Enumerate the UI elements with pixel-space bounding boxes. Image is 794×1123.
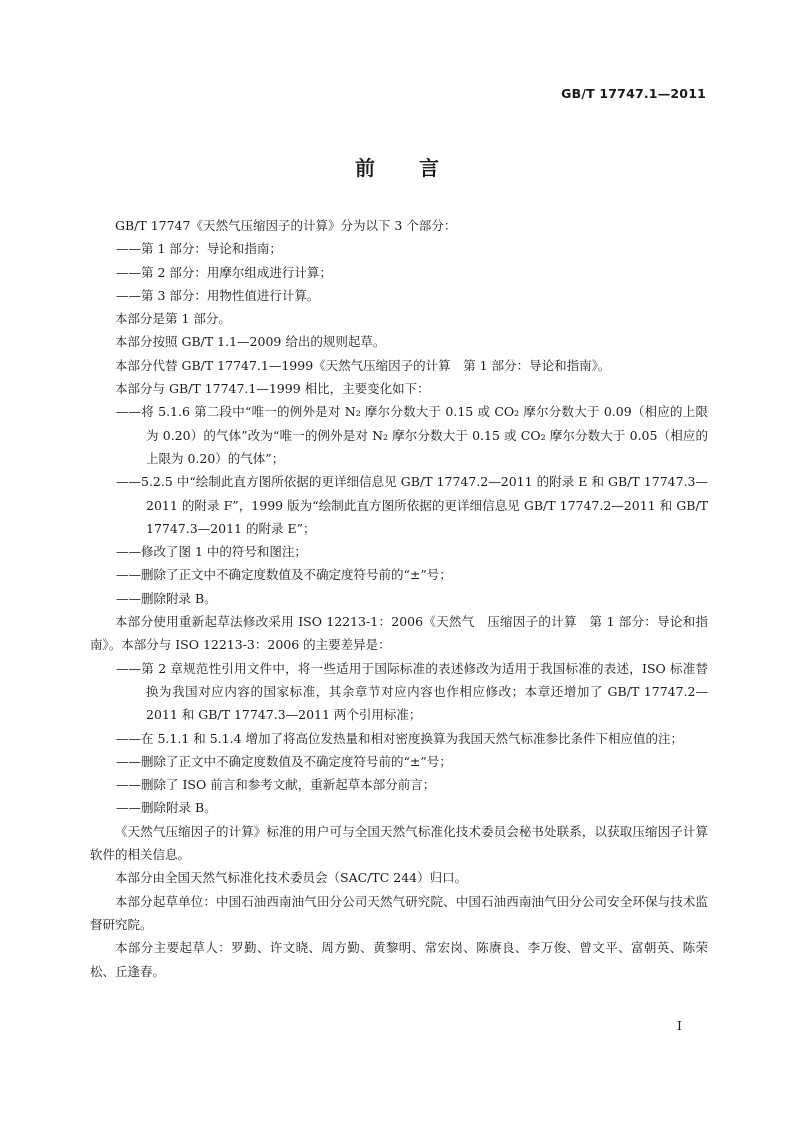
paragraph: 本部分按照 GB/T 1.1—2009 给出的规则起草。 <box>115 334 386 350</box>
paragraph: 本部分由全国天然气标准化技术委员会（SAC/TC 244）归口。 <box>115 870 468 886</box>
list-item: ——第 3 部分：用物性值进行计算。 <box>116 287 320 303</box>
list-item: ——删除附录 B。 <box>116 800 217 816</box>
paragraph: 本部分代替 GB/T 17747.1—1999《天然气压缩因子的计算 第 1 部分：导论和指南》。 <box>115 357 611 373</box>
list-item: ——将 5.1.6 第二段中“唯一的例外是对 N₂ 摩尔分数大于 0.15 或 CO₂ 摩尔分数大于 0.09（相应的上限为 0.20）的气体”改为“唯一的例外是对 N₂ 摩尔分数大于 0.15 或 CO₂ 摩尔分数大于 0.05（相应的上限为 0.20）的气体”； <box>116 404 708 466</box>
list-item: ——删除附录 B。 <box>116 590 217 606</box>
paragraph: GB/T 17747《天然气压缩因子的计算》分为以下 3 个部分： <box>115 218 457 233</box>
paragraph: 本部分主要起草人：罗勤、许文晓、周方勤、黄黎明、常宏岗、陈赓良、李万俊、曾文平、富朝英、陈荣松、丘逢春。 <box>90 940 708 979</box>
page-number: I <box>677 1018 682 1033</box>
list-item: ——修改了图 1 中的符号和图注； <box>116 544 307 560</box>
list-item: ——第 2 部分：用摩尔组成进行计算； <box>116 264 332 280</box>
list-item: ——删除了正文中不确定度数值及不确定度符号前的“±”号； <box>116 753 452 769</box>
page-title: 前言 <box>355 156 483 180</box>
list-item: ——在 5.1.1 和 5.1.4 增加了将高位发热量和相对密度换算为我国天然气标准参比条件下相应值的注； <box>116 730 684 746</box>
paragraph: 本部分起草单位：中国石油西南油气田分公司天然气研究院、中国石油西南油气田分公司安全环保与技术监督研究院。 <box>90 893 708 932</box>
list-item: ——5.2.5 中“绘制此直方图所依据的更详细信息见 GB/T 17747.2—2011 的附录 E 和 GB/T 17747.3—2011 的附录 F”，1999 版为“绘制此直方图所依据的更详细信息见 GB/T 17747.2—2011 和 GB/T 17747.3—2011 的附录 E”； <box>116 474 708 536</box>
standard-code: GB/T 17747.1—2011 <box>561 86 706 101</box>
paragraph: 《天然气压缩因子的计算》标准的用户可与全国天然气标准化技术委员会秘书处联系，以获取压缩因子计算软件的相关信息。 <box>90 823 708 863</box>
list-item: ——删除了正文中不确定度数值及不确定度符号前的“±”号； <box>116 567 452 583</box>
paragraph: 本部分与 GB/T 17747.1—1999 相比，主要变化如下： <box>115 381 430 397</box>
foreword-body <box>90 214 708 983</box>
list-item: ——第 1 部分：导论和指南； <box>116 241 282 257</box>
paragraph: 本部分使用重新起草法修改采用 ISO 12213-1：2006《天然气 压缩因子的计算 第 1 部分：导论和指南》。本部分与 ISO 12213-3：2006 的主要差异是： <box>90 614 708 653</box>
paragraph: 本部分是第 1 部分。 <box>115 311 231 327</box>
list-item: ——删除了 ISO 前言和参考文献，重新起草本部分前言； <box>116 777 436 793</box>
list-item: ——第 2 章规范性引用文件中，将一些适用于国际标准的表述修改为适用于我国标准的表述，ISO 标准替换为我国对应内容的国家标准，其余章节对应内容也作相应修改；本章还增加了 GB/T 17747.2—2011 和 GB/T 17747.3—2011 两个引用标准； <box>116 660 708 723</box>
